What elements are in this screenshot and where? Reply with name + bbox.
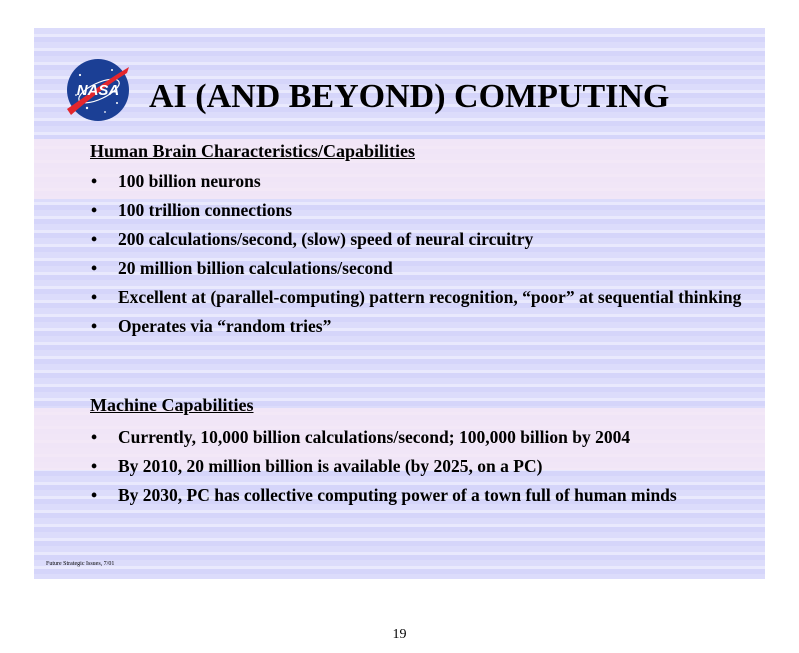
list-item [90,426,750,448]
bullet-icon: • [91,485,98,505]
section-heading-brain: Human Brain Characteristics/Capabilities [90,141,415,161]
bullet-icon: • [91,316,98,336]
brain-bullet-list [90,170,750,344]
bullet-icon: • [91,200,98,220]
slide-title: AI (AND BEYOND) COMPUTING [149,78,670,115]
slide-footer: Future Strategic Issues, 7/01 [46,561,115,567]
list-item [90,170,750,192]
machine-bullet-list [90,426,750,513]
section-heading-machine: Machine Capabilities [90,395,254,415]
list-item-text: 100 billion neurons [118,171,261,191]
list-item [90,484,750,506]
list-item-text: Currently, 10,000 billion calculations/second; 100,000 billion by 2004 [118,427,631,447]
nasa-logo [65,57,131,123]
bullet-icon: • [91,229,98,249]
list-item [90,455,750,477]
bullet-icon: • [91,287,98,307]
list-item-text: 100 trillion connections [118,200,293,220]
list-item-text: By 2030, PC has collective computing power of a town full of human minds [118,485,677,505]
list-item-text: 200 calculations/second, (slow) speed of neural circuitry [118,229,534,249]
bullet-icon: • [91,427,98,447]
page-number: 19 [392,627,407,642]
slide [34,28,765,579]
list-item [90,228,750,250]
list-item-text: By 2010, 20 million billion is available (by 2025, on a PC) [118,456,543,476]
list-item [90,315,750,337]
list-item [90,199,750,221]
bullet-icon: • [91,258,98,278]
svg-text:NASA: NASA [76,82,120,99]
list-item-text: 20 million billion calculations/second [118,258,393,278]
list-item [90,286,750,308]
bullet-icon: • [91,171,98,191]
list-item [90,257,750,279]
list-item-text: Operates via “random tries” [118,316,332,336]
bullet-icon: • [91,456,98,476]
list-item-text: Excellent at (parallel-computing) pattern recognition, “poor” at sequential thinking [118,287,742,307]
